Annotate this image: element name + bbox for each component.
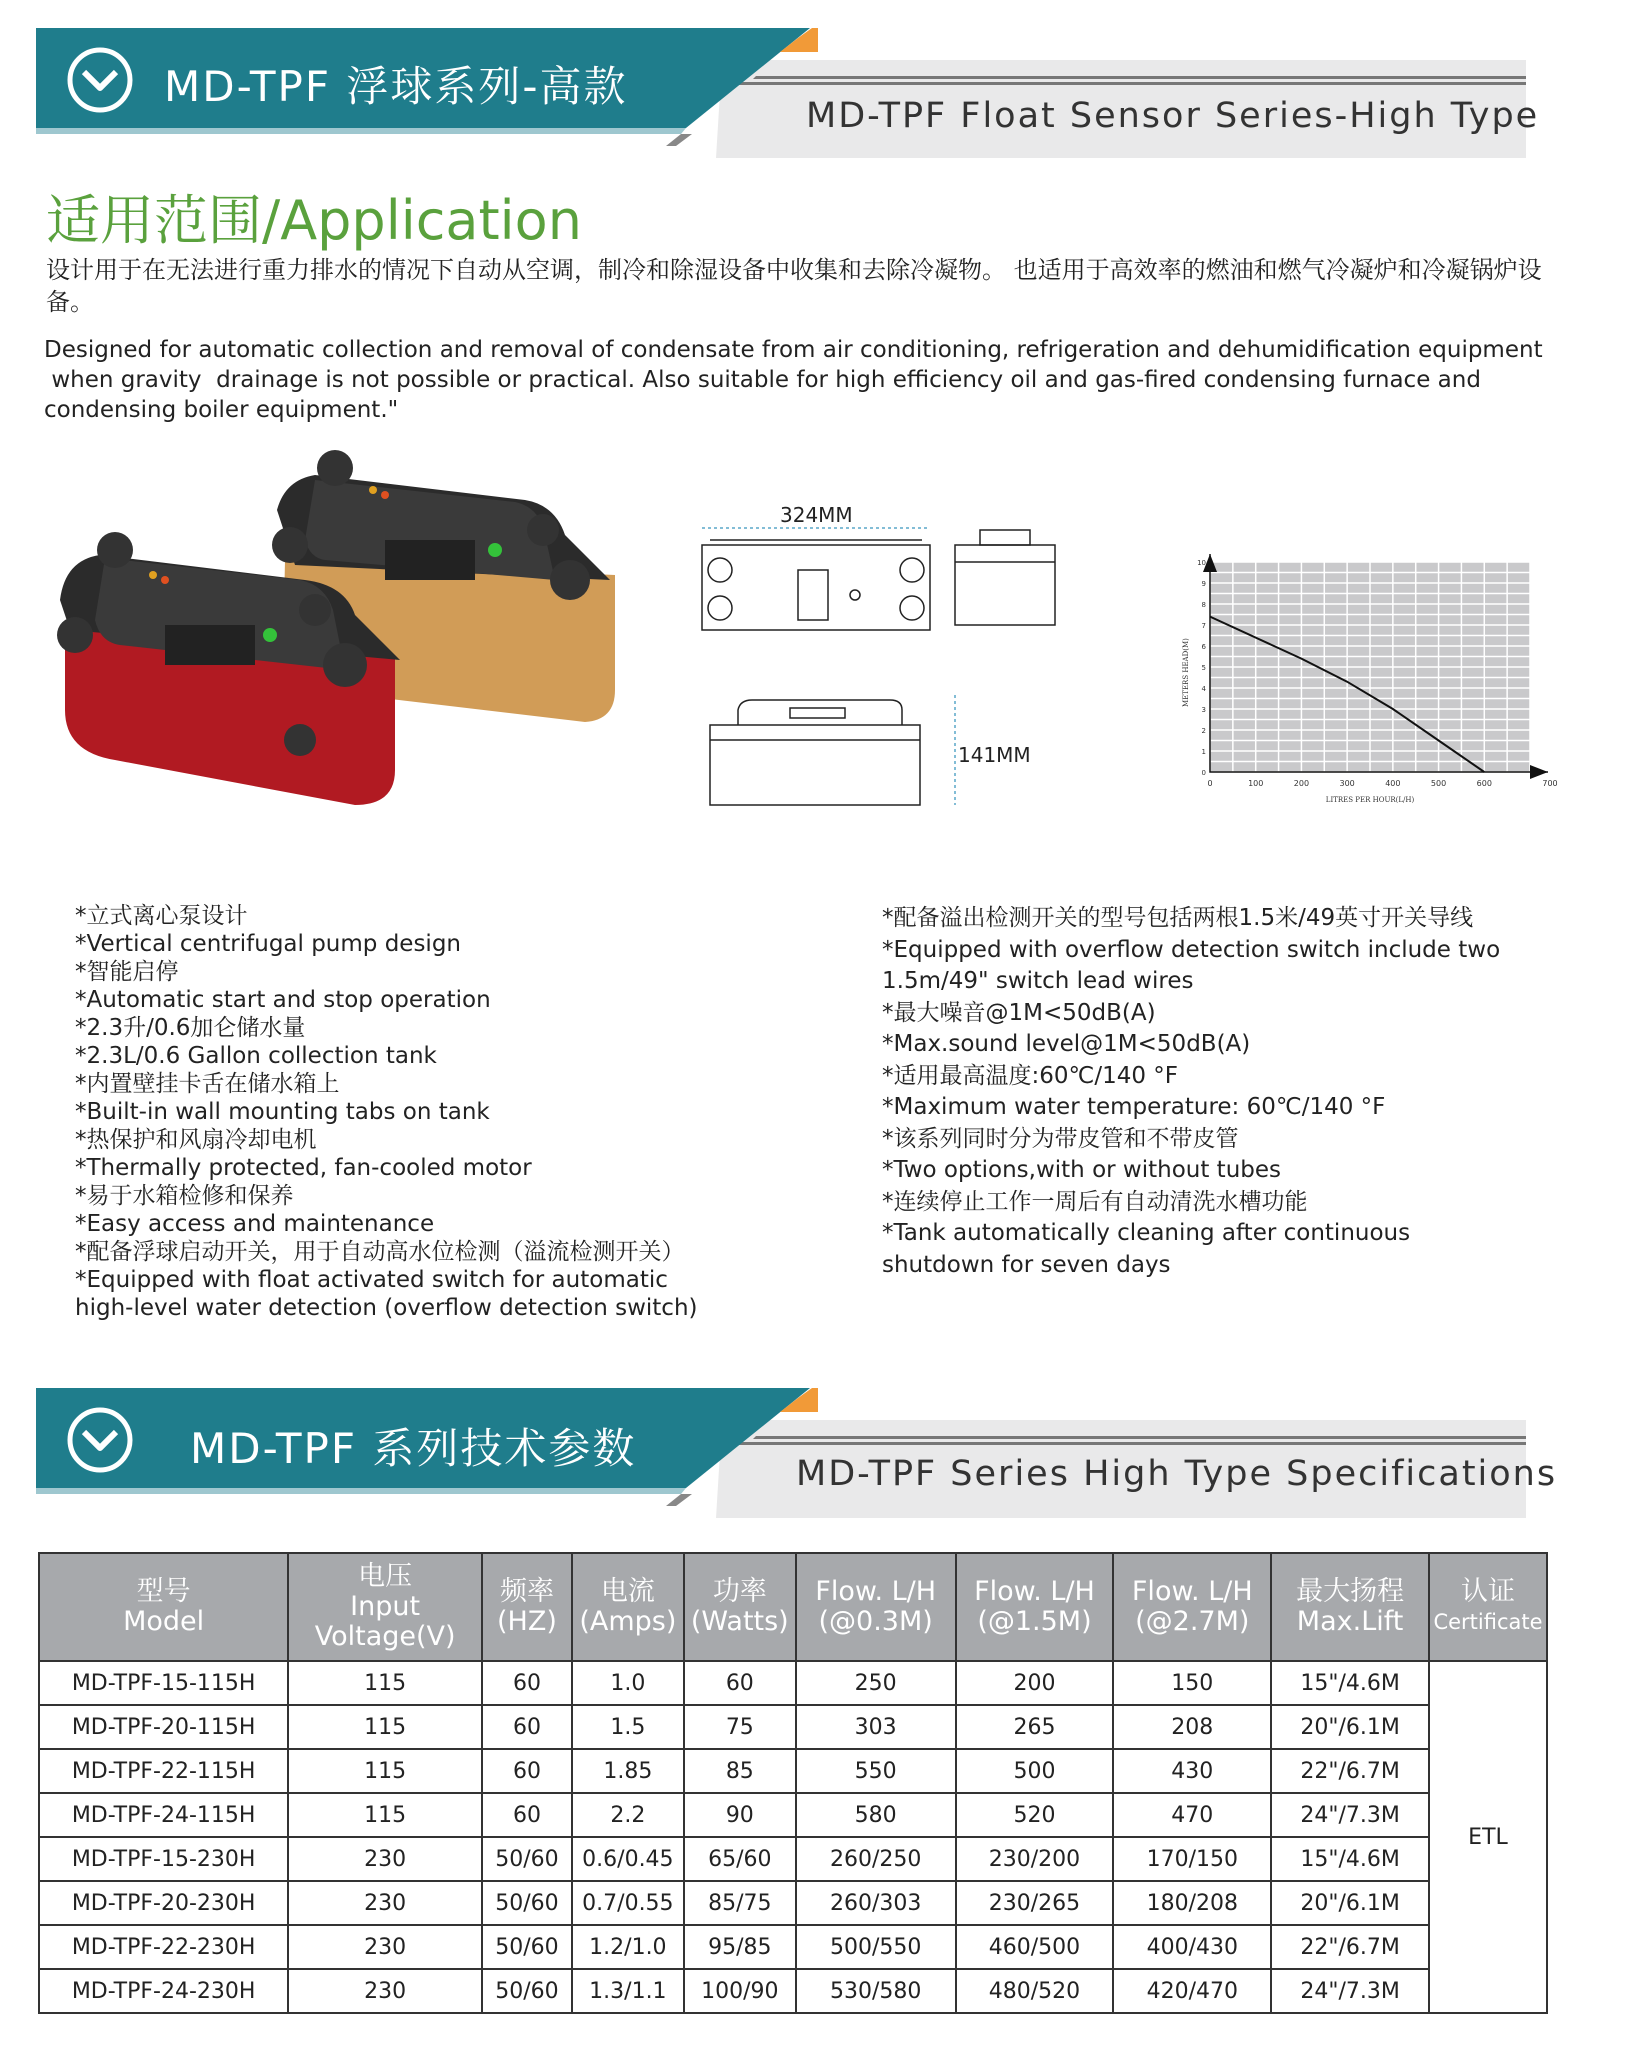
header-line: (@2.7M) bbox=[1135, 1606, 1250, 1637]
header-line: 电压 bbox=[358, 1561, 413, 1592]
table-header-cell bbox=[796, 1553, 956, 1661]
y-tick-label: 7 bbox=[1201, 622, 1206, 630]
table-cell: 470 bbox=[1113, 1793, 1271, 1837]
table-cell: 50/60 bbox=[482, 1881, 572, 1925]
feature-line: shutdown for seven days bbox=[882, 1251, 1171, 1278]
feature-line: *该系列同时分为带皮管和不带皮管 bbox=[882, 1125, 1239, 1152]
dimension-width-label: 324MM bbox=[780, 503, 853, 527]
table-cell: 230/265 bbox=[956, 1881, 1114, 1925]
table-cell: 115 bbox=[288, 1661, 482, 1705]
x-tick-label: 100 bbox=[1248, 779, 1264, 788]
table-cell: 60 bbox=[482, 1749, 572, 1793]
table-cell: 1.3/1.1 bbox=[572, 1969, 684, 2013]
table-cell: MD-TPF-20-230H bbox=[39, 1881, 288, 1925]
table-cell: 50/60 bbox=[482, 1969, 572, 2013]
table-row bbox=[39, 1793, 1547, 1837]
feature-line: *智能启停 bbox=[75, 959, 179, 985]
feature-line: *易于水箱检修和保养 bbox=[75, 1183, 294, 1209]
table-cell: 90 bbox=[684, 1793, 796, 1837]
x-tick-label: 700 bbox=[1542, 779, 1558, 788]
header-line: 认证 bbox=[1460, 1576, 1515, 1607]
feature-line: *配备溢出检测开关的型号包括两根1.5米/49英寸开关导线 bbox=[882, 905, 1474, 931]
table-cell: MD-TPF-15-115H bbox=[39, 1661, 288, 1705]
table-row bbox=[39, 1925, 1547, 1969]
table-cell: 22"/6.7M bbox=[1271, 1749, 1429, 1793]
table-cell: 265 bbox=[956, 1705, 1114, 1749]
y-tick-label: 9 bbox=[1201, 580, 1206, 588]
feature-line: *Two options,with or without tubes bbox=[882, 1157, 1282, 1183]
x-tick-label: 0 bbox=[1207, 779, 1213, 788]
y-tick-label: 6 bbox=[1201, 643, 1206, 651]
table-cell: 230 bbox=[288, 1969, 482, 2013]
feature-line: *Equipped with overflow detection switch include two bbox=[882, 936, 1501, 963]
y-tick-label: 10 bbox=[1197, 559, 1206, 567]
x-tick-label: 500 bbox=[1430, 779, 1447, 788]
header-line: Flow. L/H bbox=[1131, 1576, 1253, 1607]
header-line: Certificate bbox=[1433, 1610, 1543, 1634]
feature-line: *Max.sound level@1M<50dB(A) bbox=[882, 1031, 1251, 1057]
feature-line: *Automatic start and stop operation bbox=[75, 987, 491, 1013]
feature-line: *热保护和风扇冷却电机 bbox=[75, 1127, 317, 1153]
table-cell: 420/470 bbox=[1113, 1969, 1271, 2013]
table-cell: 60 bbox=[684, 1661, 796, 1705]
table-cell: 430 bbox=[1113, 1749, 1271, 1793]
table-header-cell bbox=[288, 1553, 482, 1661]
front-view-drawing bbox=[710, 695, 955, 805]
chart-y-axis-label: METERS HEAD(M) bbox=[1182, 638, 1190, 707]
header-line: (Amps) bbox=[579, 1606, 677, 1637]
x-tick-label: 400 bbox=[1385, 779, 1401, 788]
header-line: Voltage(V) bbox=[314, 1621, 456, 1652]
table-cell: 95/85 bbox=[684, 1925, 796, 1969]
specifications-banner bbox=[36, 1388, 1558, 1518]
feature-line: *2.3L/0.6 Gallon collection tank bbox=[75, 1043, 437, 1069]
table-cell: 500/550 bbox=[796, 1925, 956, 1969]
table-cell: 580 bbox=[796, 1793, 956, 1837]
x-axis-arrow-icon bbox=[1530, 765, 1548, 779]
y-tick-label: 3 bbox=[1201, 706, 1206, 714]
header-line: 最大扬程 bbox=[1296, 1576, 1405, 1607]
table-cell: 260/303 bbox=[796, 1881, 956, 1925]
table-header-cell bbox=[956, 1553, 1114, 1661]
table-cell: 115 bbox=[288, 1705, 482, 1749]
feature-line: *立式离心泵设计 bbox=[75, 903, 248, 929]
chart-x-axis-label: LITRES PER HOUR(L/H) bbox=[1325, 796, 1415, 804]
specifications-table bbox=[38, 1552, 1548, 2014]
dimension-height-label: 141MM bbox=[958, 743, 1031, 767]
table-cell: 200 bbox=[956, 1661, 1114, 1705]
table-cell: 0.7/0.55 bbox=[572, 1881, 684, 1925]
table-cell: 20"/6.1M bbox=[1271, 1881, 1429, 1925]
y-tick-label: 5 bbox=[1201, 664, 1206, 672]
y-tick-label: 1 bbox=[1201, 748, 1206, 756]
feature-line: *适用最高温度:60℃/140 °F bbox=[882, 1062, 1179, 1089]
performance-chart bbox=[1165, 550, 1565, 825]
header-line: (@0.3M) bbox=[818, 1606, 933, 1637]
feature-line: high-level water detection (overflow detection switch) bbox=[75, 1295, 698, 1321]
table-header-cell bbox=[684, 1553, 796, 1661]
banner-title-en: MD-TPF Series High Type Specifications bbox=[796, 1454, 1558, 1494]
table-row bbox=[39, 1881, 1547, 1925]
table-cell: 400/430 bbox=[1113, 1925, 1271, 1969]
table-cell: 520 bbox=[956, 1793, 1114, 1837]
table-cell: 250 bbox=[796, 1661, 956, 1705]
table-cell: 208 bbox=[1113, 1705, 1271, 1749]
header-line: 功率 bbox=[712, 1576, 767, 1607]
table-cell: 100/90 bbox=[684, 1969, 796, 2013]
table-cell: 303 bbox=[796, 1705, 956, 1749]
feature-line: *内置壁挂卡舌在储水箱上 bbox=[75, 1071, 340, 1097]
product-image bbox=[55, 440, 655, 880]
feature-line: *Equipped with float activated switch for automatic bbox=[75, 1267, 668, 1293]
table-cell: 2.2 bbox=[572, 1793, 684, 1837]
table-cell: MD-TPF-24-230H bbox=[39, 1969, 288, 2013]
table-row bbox=[39, 1705, 1547, 1749]
table-cell: 230 bbox=[288, 1881, 482, 1925]
feature-line: *Thermally protected, fan-cooled motor bbox=[75, 1155, 532, 1181]
table-header-cell bbox=[1429, 1553, 1547, 1661]
table-cell: 75 bbox=[684, 1705, 796, 1749]
table-cell: 50/60 bbox=[482, 1925, 572, 1969]
table-cell: 15"/4.6M bbox=[1271, 1837, 1429, 1881]
table-row bbox=[39, 1749, 1547, 1793]
table-cell: 50/60 bbox=[482, 1837, 572, 1881]
header-line: Flow. L/H bbox=[815, 1576, 937, 1607]
header-line: 型号 bbox=[136, 1576, 191, 1607]
table-cell: 115 bbox=[288, 1793, 482, 1837]
certificate-cell: ETL bbox=[1429, 1661, 1547, 2013]
table-cell: MD-TPF-15-230H bbox=[39, 1837, 288, 1881]
table-cell: 1.85 bbox=[572, 1749, 684, 1793]
banner-title-cn: MD-TPF 系列技术参数 bbox=[190, 1424, 637, 1473]
banner-title-en: MD-TPF Float Sensor Series-High Type bbox=[806, 96, 1540, 136]
x-tick-label: 600 bbox=[1476, 779, 1492, 788]
x-tick-label: 300 bbox=[1339, 779, 1355, 788]
table-header-cell bbox=[1271, 1553, 1429, 1661]
table-cell: 180/208 bbox=[1113, 1881, 1271, 1925]
table-cell: 60 bbox=[482, 1661, 572, 1705]
application-title: 适用范围/Application bbox=[46, 189, 582, 252]
header-line: (HZ) bbox=[497, 1606, 557, 1637]
feature-line: *配备浮球启动开关，用于自动高水位检测（溢流检测开关） bbox=[75, 1239, 685, 1265]
table-cell: 85/75 bbox=[684, 1881, 796, 1925]
header-line: Input bbox=[350, 1591, 421, 1622]
table-row bbox=[39, 1661, 1547, 1705]
table-cell: 550 bbox=[796, 1749, 956, 1793]
side-view-drawing bbox=[955, 530, 1055, 625]
series-banner bbox=[36, 28, 1540, 158]
table-cell: 15"/4.6M bbox=[1271, 1661, 1429, 1705]
table-cell: 460/500 bbox=[956, 1925, 1114, 1969]
table-header-cell bbox=[482, 1553, 572, 1661]
table-cell: MD-TPF-20-115H bbox=[39, 1705, 288, 1749]
table-cell: MD-TPF-22-230H bbox=[39, 1925, 288, 1969]
table-cell: 24"/7.3M bbox=[1271, 1793, 1429, 1837]
banner-title-cn: MD-TPF 浮球系列-高款 bbox=[164, 62, 628, 111]
dimension-drawings bbox=[690, 500, 1110, 830]
table-cell: MD-TPF-22-115H bbox=[39, 1749, 288, 1793]
table-cell: 500 bbox=[956, 1749, 1114, 1793]
feature-line: *Vertical centrifugal pump design bbox=[75, 931, 462, 957]
table-cell: 480/520 bbox=[956, 1969, 1114, 2013]
header-line: Max.Lift bbox=[1296, 1606, 1404, 1637]
table-cell: MD-TPF-24-115H bbox=[39, 1793, 288, 1837]
table-cell: 230/200 bbox=[956, 1837, 1114, 1881]
header-line: (@1.5M) bbox=[977, 1606, 1092, 1637]
table-cell: 115 bbox=[288, 1749, 482, 1793]
feature-line: *Easy access and maintenance bbox=[75, 1211, 435, 1237]
y-tick-label: 8 bbox=[1201, 601, 1206, 609]
y-tick-label: 0 bbox=[1201, 769, 1206, 777]
table-cell: 230 bbox=[288, 1837, 482, 1881]
feature-line: *Built-in wall mounting tabs on tank bbox=[75, 1099, 490, 1125]
table-row bbox=[39, 1837, 1547, 1881]
table-header-cell bbox=[572, 1553, 684, 1661]
feature-line: *连续停止工作一周后有自动清洗水槽功能 bbox=[882, 1188, 1308, 1215]
table-cell: 1.0 bbox=[572, 1661, 684, 1705]
header-line: Model bbox=[123, 1606, 205, 1637]
y-tick-label: 4 bbox=[1201, 685, 1206, 693]
features-right bbox=[882, 903, 1500, 1281]
table-cell: 150 bbox=[1113, 1661, 1271, 1705]
feature-line: *2.3升/0.6加仑储水量 bbox=[75, 1015, 306, 1041]
y-tick-label: 2 bbox=[1201, 727, 1206, 735]
table-cell: 60 bbox=[482, 1705, 572, 1749]
top-view-drawing bbox=[702, 528, 930, 630]
table-header-cell bbox=[1113, 1553, 1271, 1661]
header-line: 频率 bbox=[499, 1576, 554, 1607]
application-text-cn: 设计用于在无法进行重力排水的情况下自动从空调，制冷和除湿设备中收集和去除冷凝物。 也适用于高效率的燃油和燃气冷凝炉和冷凝锅炉设备。 bbox=[46, 256, 1542, 316]
table-cell: 20"/6.1M bbox=[1271, 1705, 1429, 1749]
table-row bbox=[39, 1969, 1547, 2013]
header-line: 电流 bbox=[600, 1576, 655, 1607]
header-line: (Watts) bbox=[690, 1606, 789, 1637]
header-line: Flow. L/H bbox=[974, 1576, 1095, 1607]
table-cell: 530/580 bbox=[796, 1969, 956, 2013]
feature-line: *最大噪音@1M<50dB(A) bbox=[882, 999, 1156, 1026]
table-cell: 0.6/0.45 bbox=[572, 1837, 684, 1881]
application-text-en: Designed for automatic collection and removal of condensate from air conditioning, refrigeration and dehumidification equipment when gravity drainage is not possible or practical. Also suitable for high efficiency oil and gas-fired condensing furnace and condensing boiler equipment." bbox=[44, 337, 1543, 423]
table-cell: 1.5 bbox=[572, 1705, 684, 1749]
features-left bbox=[75, 902, 698, 1322]
table-cell: 260/250 bbox=[796, 1837, 956, 1881]
table-header-cell bbox=[39, 1553, 288, 1661]
table-header-row bbox=[39, 1553, 1547, 1661]
table-cell: 230 bbox=[288, 1925, 482, 1969]
table-cell: 22"/6.7M bbox=[1271, 1925, 1429, 1969]
feature-line: *Maximum water temperature: 60℃/140 °F bbox=[882, 1094, 1386, 1120]
x-tick-label: 200 bbox=[1293, 779, 1310, 788]
feature-line: *Tank automatically cleaning after continuous bbox=[882, 1220, 1411, 1246]
feature-line: 1.5m/49" switch lead wires bbox=[882, 968, 1194, 994]
table-cell: 85 bbox=[684, 1749, 796, 1793]
table-cell: 170/150 bbox=[1113, 1837, 1271, 1881]
table-cell: 60 bbox=[482, 1793, 572, 1837]
table-cell: 24"/7.3M bbox=[1271, 1969, 1429, 2013]
table-cell: 65/60 bbox=[684, 1837, 796, 1881]
table-cell: 1.2/1.0 bbox=[572, 1925, 684, 1969]
